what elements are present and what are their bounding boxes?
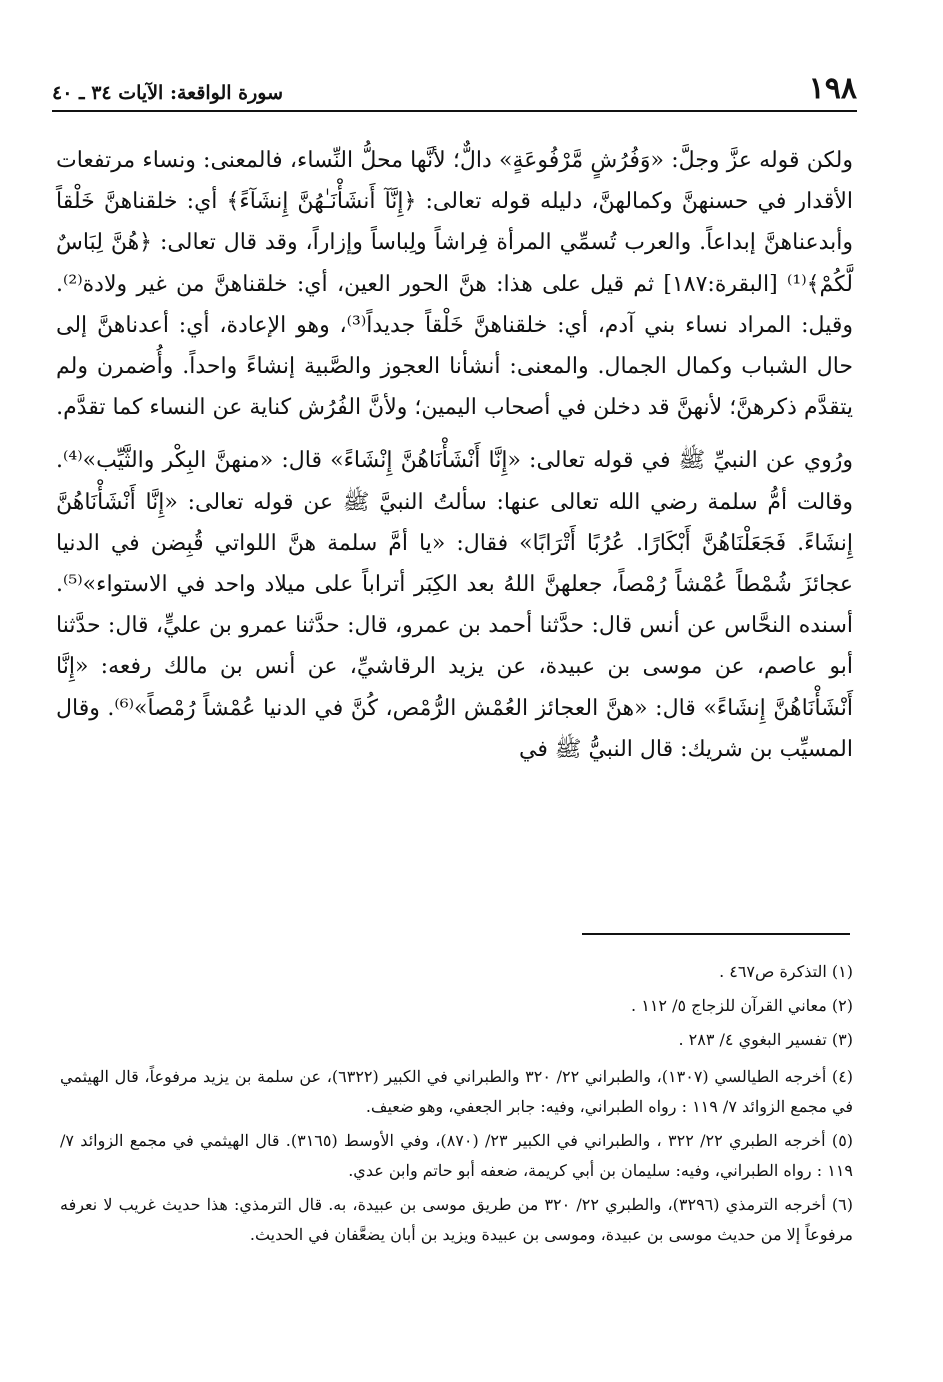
footnote: (١) التذكرة ص٤٦٧ . xyxy=(719,962,853,981)
page-header xyxy=(52,58,857,112)
footnote-separator xyxy=(582,933,850,935)
footnote: (٥) أخرجه الطبري ٢٢/ ٣٢٢ ، والطبراني في الكبير ٢٣/ (٨٧٠)، وفي الأوسط (٣١٦٥). قال الهيثمي في مجمع الزوائد ٧/ ١١٩ : رواه الطبراني، وفيه: سليمان بن أبي كريمة، ضعفه أبو حاتم وابن عدي. xyxy=(60,1131,854,1180)
footnote: (٢) معاني القرآن للزجاج ٥/ ١١٢ . xyxy=(631,996,853,1015)
page-number: ١٩٨ xyxy=(808,71,857,106)
paragraph: ورُوي عن النبيِّ ﷺ في قوله تعالى: «إِنَّا أَنْشَأْنَاهُنَّ إِنْشَاءً» قال: «منهنَّ البِكْر والثَّيِّب»⁽⁴⁾. وقالت أمُّ سلمة رضي الله تعالى عنها: سألتُ النبيَّ ﷺ عن قوله تعالى: «إِنَّا أَنْشَأْنَاهُنَّ إِنشَاءً. فَجَعَلْنَاهُنَّ أَبْكَارًا. عُرُبًا أَتْرَابًا» فقال: «يا أمَّ سلمة هنَّ اللواتي قُبِضن في الدنيا عجائزَ شُمْطاً عُمْشاً رُمْصاً، جعلهنَّ اللهُ بعد الكِبَر أتراباً على ميلاد واحد في الاستواء»⁽⁵⁾. أسنده النحَّاس عن أنس قال: حدَّثنا أحمد بن عمرو، قال: حدَّثنا عمرو بن عليٍّ، قال: حدَّثنا أبو عاصم، عن موسى بن عبيدة، عن يزيد الرقاشيِّ، عن أنس بن مالك رفعه: «إِنَّا أَنْشَأْنَاهُنَّ إِنشَاءً» قال: «هنَّ العجائز العُمْش الرُّمْص، كُنَّ في الدنيا عُمْشاً رُمْصاً»⁽⁶⁾. وقال المسيِّب بن شريك: قال النبيُّ ﷺ في xyxy=(56,448,854,762)
paragraph: ولكن قوله عزَّ وجلَّ: «وَفُرُشٍ مَّرْفُوعَةٍ» دالٌّ؛ لأنَّها محلُّ النِّساء، فالمعنى: ونساء مرتفعات الأقدار في حسنهنَّ وكمالهنَّ، دليله قوله تعالى: ﴿إِنَّآ أَنشَأْنَـٰهُنَّ إِنشَآءً﴾ أي: خلقناهنَّ خَلْقاً وأبدعناهنَّ إبداعاً. والعرب تُسمِّي المرأة فِراشاً ولِباساً وإزاراً، وقد قال تعالى: ﴿هُنَّ لِبَاسٌ لَّكُمْ﴾⁽¹⁾ [البقرة:١٨٧] ثم قيل على هذا: هنَّ الحور العين، أي: خلقناهنَّ من غير ولادة⁽²⁾. وقيل: المراد نساء بني آدم، أي: خلقناهنَّ خَلْقاً جديداً⁽³⁾، وهو الإعادة، أي: أعدناهنَّ إلى حال الشباب وكمال الجمال. والمعنى: أنشأنا العجوز والصَّبية إنشاءً واحداً. وأُضمرن ولم يتقدَّم ذكرهنَّ؛ لأنهنَّ قد دخلن في أصحاب اليمين؛ ولأنَّ الفُرُش كناية عن النساء كما تقدَّم. xyxy=(56,148,854,421)
footnote: (٣) تفسير البغوي ٤/ ٢٨٣ . xyxy=(678,1030,853,1049)
running-title: سورة الواقعة: الآيات ٣٤ ـ ٤٠ xyxy=(52,82,284,104)
main-text xyxy=(56,140,853,770)
footnote: (٤) أخرجه الطيالسي (١٣٠٧)، والطبراني ٢٢/ ٣٢٠ والطبراني في الكبير (٦٣٢٢)، عن سلمة بن يزيد مرفوعاً، قال الهيثمي في مجمع الزوائد ٧/ ١١٩ : رواه الطبراني، وفيه: جابر الجعفي، وهو ضعيف. xyxy=(60,1067,854,1116)
footnote: (٦) أخرجه الترمذي (٣٢٩٦)، والطبري ٢٢/ ٣٢٠ من طريق موسى بن عبيدة، به. قال الترمذي: هذا حديث غريب لا نعرفه مرفوعاً إلا من حديث موسى بن عبيدة، وموسى بن عبيدة ويزيد بن أبان يضعَّفان في الحديث. xyxy=(60,1195,854,1244)
footnotes xyxy=(60,957,853,1254)
